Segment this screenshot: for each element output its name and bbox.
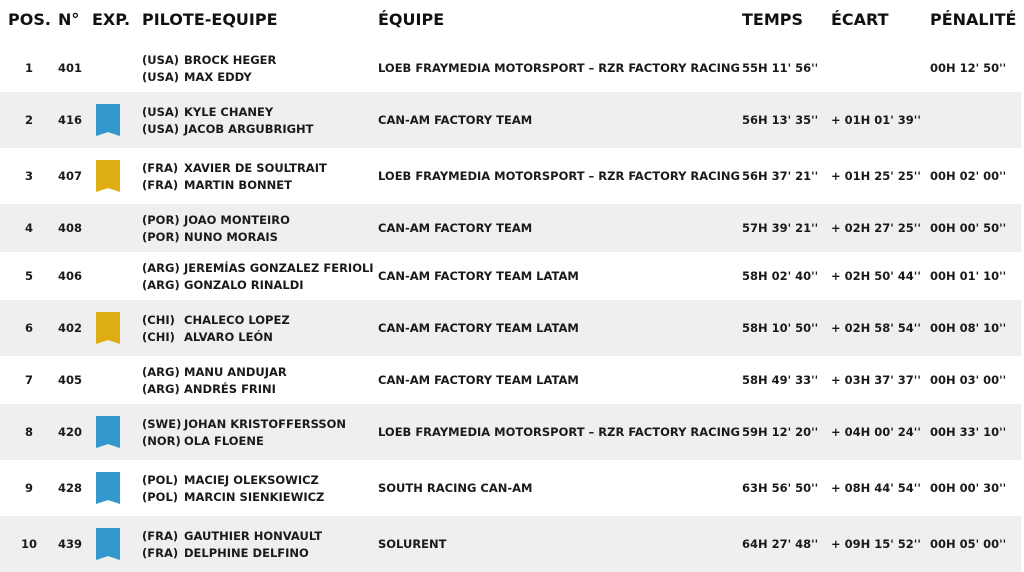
penalty-cell: 00H 00' 30'' (930, 481, 1007, 495)
crew-cell (142, 404, 346, 460)
time-cell: 58H 49' 33'' (742, 373, 819, 387)
team-cell: LOEB FRAYMEDIA MOTORSPORT – RZR FACTORY RACING (378, 61, 740, 75)
gap-cell: + 01H 25' 25'' (831, 169, 921, 183)
gap-cell: + 02H 58' 54'' (831, 321, 921, 335)
car-number-cell: 401 (58, 61, 83, 75)
position-cell: 4 (24, 221, 33, 235)
time-cell: 58H 10' 50'' (742, 321, 819, 335)
position-cell: 9 (24, 481, 33, 495)
time-cell: 57H 39' 21'' (742, 221, 819, 235)
time-cell: 64H 27' 48'' (742, 537, 819, 551)
table-row (0, 204, 1021, 252)
header-team: ÉQUIPE (378, 10, 445, 29)
pilot-name: JOAO MONTEIRO (184, 212, 290, 227)
copilot-nationality: (ARG) (142, 277, 180, 292)
copilot-line (142, 490, 324, 504)
time-cell: 59H 12' 20'' (742, 425, 819, 439)
team-cell: CAN-AM FACTORY TEAM LATAM (378, 373, 579, 387)
table-row (0, 44, 1021, 92)
penalty-cell: 00H 00' 50'' (930, 221, 1007, 235)
car-number-cell: 405 (58, 373, 83, 387)
copilot-name: GONZALO RINALDI (184, 277, 304, 292)
table-row (0, 356, 1021, 404)
header-gap: ÉCART (831, 10, 889, 29)
car-number-cell: 406 (58, 269, 83, 283)
gold-flag-icon (96, 160, 120, 192)
crew-cell (142, 44, 276, 92)
copilot-line (142, 70, 252, 84)
copilot-line (142, 382, 276, 396)
crew-cell (142, 300, 290, 356)
copilot-line (142, 434, 264, 448)
crew-cell (142, 460, 324, 516)
team-cell: SOUTH RACING CAN-AM (378, 481, 533, 495)
pilot-name: MACIEJ OLEKSOWICZ (184, 472, 319, 487)
pilot-line (142, 213, 290, 227)
pilot-name: GAUTHIER HONVAULT (184, 528, 323, 543)
copilot-name: JACOB ARGUBRIGHT (184, 121, 314, 136)
copilot-name: OLA FLOENE (184, 433, 264, 448)
experience-cell (96, 148, 120, 204)
car-number-cell: 439 (58, 537, 83, 551)
copilot-line (142, 546, 309, 560)
crew-cell (142, 252, 374, 300)
pilot-name: XAVIER DE SOULTRAIT (184, 160, 327, 175)
gap-cell: + 01H 01' 39'' (831, 113, 921, 127)
pilot-name: JEREMÍAS GONZALEZ FERIOLI (184, 260, 374, 275)
copilot-name: MAX EDDY (184, 69, 252, 84)
time-cell: 55H 11' 56'' (742, 61, 819, 75)
table-row (0, 300, 1021, 356)
pilot-nationality: (USA) (142, 104, 180, 119)
pilot-name: JOHAN KRISTOFFERSSON (184, 416, 347, 431)
table-body (0, 44, 1024, 572)
copilot-nationality: (POL) (142, 489, 179, 504)
experience-cell (96, 516, 120, 572)
pilot-line (142, 313, 290, 327)
blue-flag-icon (96, 472, 120, 504)
pilot-line (142, 53, 276, 67)
pilot-line (142, 473, 319, 487)
position-cell: 2 (24, 113, 33, 127)
gap-cell: + 02H 27' 25'' (831, 221, 921, 235)
time-cell: 58H 02' 40'' (742, 269, 819, 283)
position-cell: 5 (24, 269, 33, 283)
pilot-name: MANU ANDUJAR (184, 364, 287, 379)
experience-cell (96, 404, 120, 460)
pilot-line (142, 105, 273, 119)
car-number-cell: 428 (58, 481, 83, 495)
pilot-nationality: (USA) (142, 52, 180, 67)
team-cell: LOEB FRAYMEDIA MOTORSPORT – RZR FACTORY RACING (378, 425, 740, 439)
copilot-name: ANDRÉS FRINI (184, 381, 276, 396)
header-experience: EXP. (92, 10, 131, 29)
crew-cell (142, 356, 287, 404)
table-row (0, 404, 1021, 460)
pilot-nationality: (POL) (142, 472, 179, 487)
table-row (0, 148, 1021, 204)
copilot-line (142, 278, 304, 292)
pilot-nationality: (POR) (142, 212, 180, 227)
table-row (0, 460, 1021, 516)
team-cell: CAN-AM FACTORY TEAM LATAM (378, 269, 579, 283)
gap-cell: + 02H 50' 44'' (831, 269, 921, 283)
pilot-nationality: (CHI) (142, 312, 175, 327)
pilot-name: CHALECO LOPEZ (184, 312, 290, 327)
table-row (0, 92, 1021, 148)
copilot-line (142, 178, 292, 192)
experience-cell (96, 460, 120, 516)
position-cell: 7 (24, 373, 33, 387)
time-cell: 56H 13' 35'' (742, 113, 819, 127)
gap-cell: + 08H 44' 54'' (831, 481, 921, 495)
gold-flag-icon (96, 312, 120, 344)
crew-cell (142, 92, 314, 148)
gap-cell: + 09H 15' 52'' (831, 537, 921, 551)
copilot-line (142, 230, 278, 244)
team-cell: CAN-AM FACTORY TEAM (378, 113, 533, 127)
pilot-line (142, 161, 327, 175)
pilot-line (142, 417, 346, 431)
time-cell: 56H 37' 21'' (742, 169, 819, 183)
table-row (0, 252, 1021, 300)
copilot-line (142, 122, 314, 136)
crew-cell (142, 204, 290, 252)
blue-flag-icon (96, 416, 120, 448)
copilot-nationality: (ARG) (142, 381, 180, 396)
pilot-line (142, 261, 374, 275)
copilot-name: NUNO MORAIS (184, 229, 278, 244)
copilot-name: ALVARO LEÓN (184, 329, 273, 344)
header-pos: POS. (8, 10, 51, 29)
experience-cell (96, 300, 120, 356)
team-cell: SOLURENT (378, 537, 447, 551)
car-number-cell: 402 (58, 321, 83, 335)
position-cell: 1 (24, 61, 33, 75)
experience-cell (96, 92, 120, 148)
crew-cell (142, 516, 322, 572)
penalty-cell: 00H 01' 10'' (930, 269, 1007, 283)
time-cell: 63H 56' 50'' (742, 481, 819, 495)
pilot-nationality: (FRA) (142, 160, 179, 175)
table-row (0, 516, 1021, 572)
team-cell: LOEB FRAYMEDIA MOTORSPORT – RZR FACTORY RACING (378, 169, 740, 183)
crew-cell (142, 148, 327, 204)
blue-flag-icon (96, 528, 120, 560)
team-cell: CAN-AM FACTORY TEAM (378, 221, 533, 235)
car-number-cell: 407 (58, 169, 83, 183)
pilot-nationality: (ARG) (142, 364, 180, 379)
penalty-cell: 00H 02' 00'' (930, 169, 1007, 183)
pilot-line (142, 529, 322, 543)
copilot-name: DELPHINE DELFINO (184, 545, 309, 560)
penalty-cell: 00H 33' 10'' (930, 425, 1007, 439)
pilot-nationality: (SWE) (142, 416, 182, 431)
position-cell: 10 (20, 537, 37, 551)
car-number-cell: 420 (58, 425, 83, 439)
copilot-nationality: (FRA) (142, 177, 179, 192)
pilot-line (142, 365, 287, 379)
pilot-name: KYLE CHANEY (184, 104, 274, 119)
position-cell: 8 (24, 425, 33, 439)
position-cell: 6 (24, 321, 33, 335)
copilot-name: MARTIN BONNET (184, 177, 292, 192)
car-number-cell: 408 (58, 221, 83, 235)
copilot-nationality: (CHI) (142, 329, 175, 344)
table-header (0, 0, 1024, 44)
header-penalty: PÉNALITÉ (930, 10, 1017, 29)
team-cell: CAN-AM FACTORY TEAM LATAM (378, 321, 579, 335)
header-number: N° (58, 10, 80, 29)
copilot-name: MARCIN SIENKIEWICZ (184, 489, 325, 504)
pilot-name: BROCK HEGER (184, 52, 277, 67)
blue-flag-icon (96, 104, 120, 136)
penalty-cell: 00H 03' 00'' (930, 373, 1007, 387)
copilot-nationality: (NOR) (142, 433, 181, 448)
copilot-nationality: (USA) (142, 121, 180, 136)
header-time: TEMPS (742, 10, 804, 29)
pilot-nationality: (ARG) (142, 260, 180, 275)
penalty-cell: 00H 08' 10'' (930, 321, 1007, 335)
pilot-nationality: (FRA) (142, 528, 179, 543)
copilot-nationality: (USA) (142, 69, 180, 84)
copilot-nationality: (FRA) (142, 545, 179, 560)
penalty-cell: 00H 12' 50'' (930, 61, 1007, 75)
copilot-line (142, 330, 273, 344)
position-cell: 3 (24, 169, 33, 183)
copilot-nationality: (POR) (142, 229, 180, 244)
gap-cell: + 03H 37' 37'' (831, 373, 921, 387)
gap-cell: + 04H 00' 24'' (831, 425, 921, 439)
penalty-cell: 00H 05' 00'' (930, 537, 1007, 551)
car-number-cell: 416 (58, 113, 83, 127)
header-crew: PILOTE-EQUIPE (142, 10, 278, 29)
